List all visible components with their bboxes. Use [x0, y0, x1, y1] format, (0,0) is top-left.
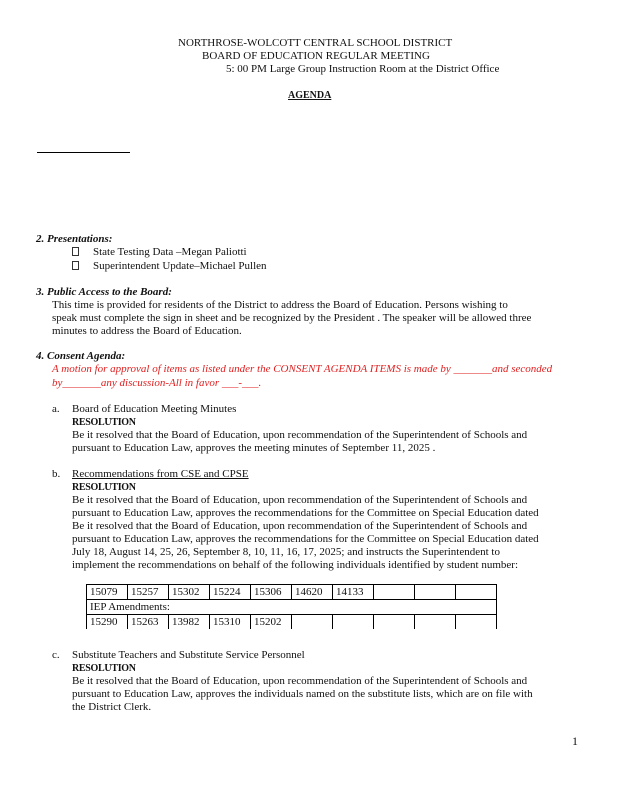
item-c-title: Substitute Teachers and Substitute Service Personnel	[72, 649, 305, 661]
presentation-item: State Testing Data –Megan Paliotti	[72, 246, 247, 259]
table-cell	[374, 615, 415, 630]
page-number: 1	[572, 734, 578, 748]
item-b-text: July 18, August 14, 25, 26, September 8, 10, 11, 16, 17, 2025; and instructs the Superintendent to	[72, 546, 500, 558]
table-cell: 15310	[210, 615, 251, 630]
table-row	[87, 600, 497, 615]
table-cell	[456, 615, 497, 630]
item-b-text: Be it resolved that the Board of Education, upon recommendation of the Superintendent of Schools and	[72, 494, 528, 506]
table-cell: 14133	[333, 585, 374, 600]
table-cell	[333, 615, 374, 630]
student-number-table	[86, 584, 497, 629]
table-cell	[415, 585, 456, 600]
table-cell: 15202	[251, 615, 292, 630]
item-a-resolution: RESOLUTION	[72, 417, 136, 428]
bullet-icon	[72, 247, 79, 256]
item-c-marker: c.	[52, 649, 60, 661]
public-access-text: minutes to address the Board of Education.	[52, 325, 242, 337]
item-a-marker: a.	[52, 403, 60, 415]
table-cell: 15257	[128, 585, 169, 600]
consent-motion: A motion for approval of items as listed under the CONSENT AGENDA ITEMS is made by _______and seconded	[52, 363, 553, 375]
item-c-text: pursuant to Education Law, approves the individuals named on the substitute lists, which are on file with	[72, 688, 533, 700]
item-b-title: Recommendations from CSE and CPSE	[72, 468, 249, 480]
item-b-marker: b.	[52, 468, 61, 480]
public-access-heading: 3. Public Access to the Board:	[36, 286, 172, 298]
item-a-title: Board of Education Meeting Minutes	[72, 403, 237, 415]
table-cell: 13982	[169, 615, 210, 630]
public-access-text: This time is provided for residents of the District to address the Board of Education. Persons wishing to	[52, 299, 508, 311]
item-b-text: pursuant to Education Law, approves the recommendations for the Committee on Special Education dated	[72, 533, 539, 545]
item-b-text: implement the recommendations on behalf of the following individuals identified by student number:	[72, 559, 519, 571]
bullet-icon	[72, 261, 79, 270]
presentations-heading: 2. Presentations:	[36, 233, 113, 245]
consent-motion: by_______any discussion-All in favor ___-___.	[52, 377, 262, 389]
district-name: NORTHROSE-WOLCOTT CENTRAL SCHOOL DISTRICT	[178, 37, 453, 49]
table-cell	[415, 615, 456, 630]
divider-line	[37, 152, 130, 153]
table-cell: 15079	[87, 585, 128, 600]
consent-heading: 4. Consent Agenda:	[36, 350, 126, 362]
item-a-text: Be it resolved that the Board of Education, upon recommendation of the Superintendent of Schools and	[72, 429, 528, 441]
meeting-time-location: 5: 00 PM Large Group Instruction Room at the District Office	[226, 63, 500, 75]
table-cell: 15306	[251, 585, 292, 600]
item-a-text: pursuant to Education Law, approves the meeting minutes of September 11, 2025 .	[72, 442, 436, 454]
table-cell	[292, 615, 333, 630]
table-cell: 15290	[87, 615, 128, 630]
table-cell: 14620	[292, 585, 333, 600]
public-access-text: speak must complete the sign in sheet and be recognized by the President . The speaker will be allowed three	[52, 312, 532, 324]
table-cell: 15263	[128, 615, 169, 630]
table-row	[87, 615, 497, 630]
item-b-text: Be it resolved that the Board of Education, upon recommendation of the Superintendent of Schools and	[72, 520, 528, 532]
item-c-resolution: RESOLUTION	[72, 663, 136, 674]
presentation-item: Superintendent Update–Michael Pullen	[72, 260, 267, 273]
table-cell	[374, 585, 415, 600]
item-b-text: pursuant to Education Law, approves the recommendations for the Committee on Special Education dated	[72, 507, 539, 519]
item-c-text: the District Clerk.	[72, 701, 152, 713]
table-row	[87, 585, 497, 600]
meeting-title: BOARD OF EDUCATION REGULAR MEETING	[202, 50, 430, 62]
table-cell: 15302	[169, 585, 210, 600]
agenda-title: AGENDA	[288, 90, 332, 101]
table-cell: 15224	[210, 585, 251, 600]
item-c-text: Be it resolved that the Board of Education, upon recommendation of the Superintendent of Schools and	[72, 675, 528, 687]
iep-amendments-label: IEP Amendments:	[87, 600, 497, 615]
table-cell	[456, 585, 497, 600]
item-b-resolution: RESOLUTION	[72, 482, 136, 493]
